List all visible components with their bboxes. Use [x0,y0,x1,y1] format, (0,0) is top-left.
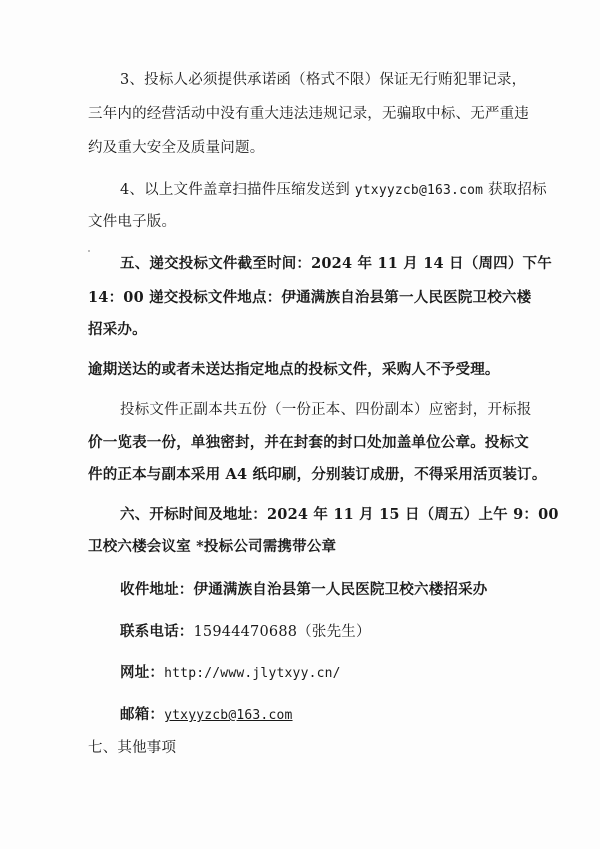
receipt-address: 收件地址：伊通满族自治县第一人民医院卫校六楼招采办 [120,581,488,598]
email [120,705,293,726]
section-6-line-2: 卫校六楼会议室 *投标公司需携带公章 [88,538,337,555]
section-5-line-3: 招采办。 [88,321,147,338]
website [120,663,341,684]
item-4-text-b: 获取招标 [483,182,547,198]
bid-doc-line-2: 价一览表一份，单独密封，并在封套的封口处加盖单位公章。投标文 [88,434,529,451]
section-7-heading: 七、其他事项 [88,740,177,756]
item-3-line-1: 3、投标人必须提供承诺函（格式不限）保证无行贿犯罪记录， [120,72,527,88]
item-4-line-2: 文件电子版。 [88,214,177,230]
section-6-line-1: 六、开标时间及地址：2024 年 11 月 15 日（周五）上午 9：00 [120,506,559,523]
item-4-text-a: 4、以上文件盖章扫描件压缩发送到 [120,182,355,198]
website-link[interactable]: http://www.jlytxyy.cn/ [164,666,341,681]
scan-speck [88,250,90,252]
bid-doc-line-3: 件的正本与副本采用 A4 纸印刷，分别装订成册，不得采用活页装订。 [88,466,547,483]
section-5-line-1: 五、递交投标文件截至时间：2024 年 11 月 14 日（周四）下午 [120,255,552,272]
website-label: 网址： [120,664,165,681]
phone-label: 联系电话： [120,623,194,640]
section-5-line-2: 14：00 递交投标文件地点：伊通满族自治县第一人民医院卫校六楼 [88,289,532,306]
email-label: 邮箱： [120,706,165,723]
late-notice: 逾期送达的或者未送达指定地点的投标文件，采购人不予受理。 [88,361,500,378]
email-link[interactable]: ytxyyzcb@163.com [164,708,293,723]
phone-value: 15944470688（张先生） [193,624,371,640]
item-4-email[interactable]: ytxyyzcb@163.com [354,183,484,198]
bid-doc-line-1: 投标文件正副本共五份（一份正本、四份副本）应密封，开标报 [120,402,532,418]
contact-phone [120,622,371,642]
item-4-line-1 [120,180,547,201]
item-3-line-2: 三年内的经营活动中没有重大违法违规记录，无骗取中标、无严重违 [88,106,529,122]
item-3-line-3: 约及重大安全及质量问题。 [88,140,265,156]
